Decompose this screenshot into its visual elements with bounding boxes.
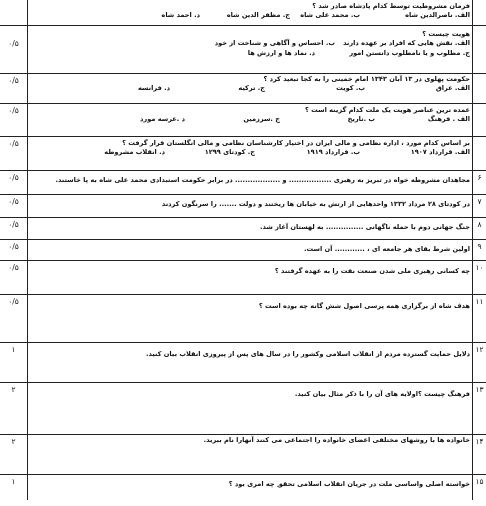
- score-cell: ۰/۵: [0, 170, 28, 194]
- row-divider: [0, 103, 486, 104]
- number-cell: ۷: [472, 194, 486, 217]
- score-cell: ۱: [0, 342, 28, 382]
- options: [30, 11, 470, 20]
- score-cell: ۰/۵: [0, 103, 28, 136]
- score-cell: ۰/۵: [0, 25, 28, 73]
- number-cell: ۸: [472, 217, 486, 239]
- number-cell: ۱۳: [472, 382, 486, 434]
- row-divider: [0, 474, 486, 475]
- question-row-1: [0, 0, 486, 25]
- row-divider: [0, 260, 486, 261]
- number-cell: ۱۵: [472, 474, 486, 500]
- row-divider: [0, 294, 486, 295]
- question-row-12: [0, 342, 486, 382]
- option-c: ج. مظفر الدین شاه: [226, 11, 290, 20]
- row-divider: [0, 25, 486, 26]
- score-cell: ۲: [0, 382, 28, 434]
- option-d: د. احمد شاه: [161, 11, 200, 20]
- number-cell: [472, 136, 486, 170]
- question-text: خواسته اصلی واساسی ملت در جریان انقلاب اسلامی تحقق چه امری بود ؟: [228, 480, 470, 488]
- score-cell: ۰/۵: [0, 294, 28, 342]
- question-text: هدف شاه از برگزاری همه پرسی اصول شش گانه چه بوده است ؟: [258, 302, 470, 310]
- number-cell: ۱۲: [472, 342, 486, 382]
- question-body: [30, 25, 470, 78]
- question-text: هویت چیست ؟: [422, 30, 470, 38]
- question-row-6: [0, 170, 486, 194]
- options: [30, 115, 470, 124]
- row-divider: [0, 136, 486, 137]
- number-cell: [472, 103, 486, 136]
- question-row-5: [0, 136, 486, 170]
- score-cell: ۲: [0, 434, 28, 474]
- number-cell: [472, 0, 486, 25]
- row-divider: [0, 434, 486, 435]
- option-a: الف. ناصرالدین شاه: [405, 11, 470, 20]
- options: [30, 148, 470, 157]
- question-text: دلایل حمایت گسترده مردم از انقلاب اسلامی وکشور را در سال های پس از پیروزی انقلاب بیان کنید.: [145, 350, 470, 358]
- score-cell: [0, 0, 28, 25]
- number-cell: ۱۱: [472, 294, 486, 342]
- option-b: ب. محمد علی شاه: [300, 11, 360, 20]
- score-cell: ۰/۵: [0, 260, 28, 294]
- number-cell: ۶: [472, 170, 486, 194]
- question-row-9: [0, 239, 486, 260]
- row-divider: [0, 239, 486, 240]
- option-a: الف. قرارداد ۱۹۰۷: [410, 148, 470, 157]
- score-cell: ۱: [0, 474, 28, 500]
- number-cell: ۱۰: [472, 260, 486, 294]
- question-text: عمده ترین عناصر هویت یک ملت کدام گزینه است ؟: [305, 106, 470, 114]
- option-c: ج. مطلوب و یا نامطلوب دانستن امور: [349, 48, 470, 57]
- question-body: [30, 73, 470, 105]
- question-body: [30, 474, 470, 506]
- question-row-8: [0, 217, 486, 239]
- options: [30, 39, 470, 48]
- question-text: در کودتای ۲۸ مرداد ۱۳۳۲ واحدهایی از ارتش به خیابان ها ریختند و دولت ....... را سرنگون کردند: [161, 200, 470, 208]
- option-b: ب. کویت: [336, 84, 365, 93]
- option-a: الف. عراق: [435, 84, 470, 93]
- number-cell: [472, 25, 486, 73]
- number-cell: ۹: [472, 239, 486, 260]
- score-cell: ۰/۵: [0, 239, 28, 260]
- question-text: چه کسانی رهبری ملی شدن صنعت نفت را به عهده گرفتند ؟: [274, 267, 470, 275]
- option-d: د. انقلاب مشروطه: [104, 148, 165, 157]
- question-row-7: [0, 194, 486, 217]
- question-text: حکومت پهلوی در ۱۳ آبان ۱۳۴۳ امام خمینی را به کجا تبعید کرد ؟: [263, 75, 470, 83]
- question-text: اولین شرط بقای هر جامعه ای ، ............ آن است.: [304, 245, 470, 253]
- option-d: د .عرسه مورد: [140, 115, 185, 124]
- option-b: ب. قرارداد ۱۹۱۹: [306, 148, 360, 157]
- score-cell: ۰/۵: [0, 194, 28, 217]
- option-b: ب. احساس و آگاهی و شناخت از خود: [214, 39, 335, 48]
- row-divider: [0, 342, 486, 343]
- question-text: فرهنگ چیست ؟اولایه های آن را با ذکر مثال بیان کنید.: [294, 390, 470, 398]
- number-cell: ۱۴: [472, 434, 486, 474]
- row-divider: [0, 382, 486, 383]
- question-body: [30, 103, 470, 139]
- question-body: [30, 434, 470, 476]
- question-text: خانواده ها با روشهای مختلفی اعضای خانواده را اجتماعی می کنند آنهارا نام ببرید.: [203, 436, 470, 444]
- question-row-4: [0, 103, 486, 136]
- question-row-15: [0, 474, 486, 500]
- option-d: د. فرانسه: [137, 84, 170, 93]
- question-row-13: [0, 382, 486, 434]
- row-divider: [0, 217, 486, 218]
- question-body: [30, 382, 470, 442]
- question-row-2: [0, 25, 486, 73]
- options: [30, 49, 470, 58]
- question-text: مجاهدان مشروطه خواه در تبریز به رهبری ................. و .................. در برابر حکومت استبدادی محمد علی شاه به پا خاستند.: [55, 176, 470, 184]
- question-row-14: [0, 434, 486, 474]
- option-c: ج. ترکیه: [238, 84, 265, 93]
- row-divider: [0, 73, 486, 74]
- options: [30, 84, 470, 93]
- option-c: ج. کودتای ۱۲۹۹: [204, 148, 255, 157]
- option-b: ب .تاریخ: [347, 115, 375, 124]
- question-row-10: [0, 260, 486, 294]
- question-text: جنگ جهانی دوم با حمله ناگهانی ............... به لهستان آغاز شد.: [260, 223, 470, 231]
- row-divider: [0, 170, 486, 171]
- question-text: بر اساس کدام مورد ، اداره نظامی و مالی ایران در اختیار کارشناسان نظامی و مالی انگلستان قرار گرفت ؟: [122, 139, 470, 147]
- row-divider: [0, 194, 486, 195]
- question-text: فرمان مشروطیت توسط کدام پادشاه صادر شد ؟: [312, 2, 470, 10]
- number-cell: [472, 73, 486, 103]
- option-c: ج .سرزمین: [243, 115, 280, 124]
- question-row-3: [0, 73, 486, 103]
- question-body: [30, 0, 470, 27]
- question-row-11: [0, 294, 486, 342]
- score-cell: ۰/۵: [0, 73, 28, 103]
- score-cell: ۰/۵: [0, 136, 28, 170]
- option-a: الف. نقش هایی که افراد بر عهده دارند: [343, 39, 470, 48]
- question-body: [30, 136, 470, 173]
- option-d: د. نماد ها و ارزش ها: [247, 48, 315, 57]
- score-cell: ۰/۵: [0, 217, 28, 239]
- option-a: الف . فرهنگ: [427, 115, 470, 124]
